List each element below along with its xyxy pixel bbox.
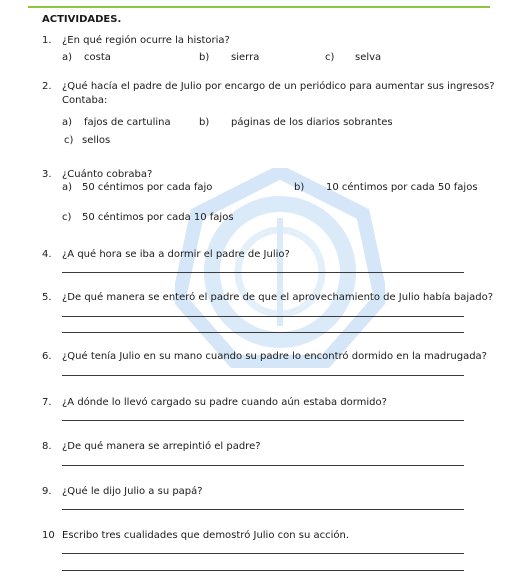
q1-option-a-letter: a) [62, 52, 73, 63]
q2-option-a-text: fajos de cartulina [84, 117, 171, 128]
q5-answer-line[interactable] [62, 316, 464, 317]
q3-number: 3. [42, 169, 52, 180]
q6-number: 6. [42, 351, 52, 362]
q8-answer-line[interactable] [62, 465, 464, 466]
q3-option-c-letter: c) [62, 212, 72, 223]
q10-text: Escribo tres cualidades que demostró Julio con su acción. [62, 530, 350, 541]
q2-option-b-text: páginas de los diarios sobrantes [231, 117, 393, 128]
q1-option-a-text: costa [84, 52, 111, 63]
q1-option-b-letter: b) [199, 52, 210, 63]
q4-text: ¿A qué hora se iba a dormir el padre de Julio? [62, 249, 290, 260]
q8-text: ¿De qué manera se arrepintió el padre? [62, 441, 261, 452]
q10-number: 10 [42, 530, 55, 541]
q3-text: ¿Cuánto cobraba? [62, 169, 153, 180]
q9-number: 9. [42, 486, 52, 497]
q2-option-a-letter: a) [62, 117, 73, 128]
q9-text: ¿Qué le dijo Julio a su papá? [62, 486, 203, 497]
shield-logo-watermark [175, 168, 385, 368]
q8-number: 8. [42, 441, 52, 452]
q7-answer-line[interactable] [62, 420, 464, 421]
q6-text: ¿Qué tenía Julio en su mano cuando su padre lo encontró dormido en la madrugada? [62, 351, 487, 362]
q2-option-c-text: sellos [82, 135, 111, 146]
q3-option-b-letter: b) [294, 182, 305, 193]
q1-text: ¿En qué región ocurre la historia? [62, 35, 230, 46]
q4-number: 4. [42, 249, 52, 260]
q3-option-a-text: 50 céntimos por cada fajo [82, 182, 213, 193]
q6-answer-line[interactable] [62, 375, 464, 376]
q10-answer-line[interactable] [62, 553, 464, 554]
top-accent-bar [28, 6, 490, 8]
q2-option-b-letter: b) [199, 117, 210, 128]
q3-option-b-text: 10 céntimos por cada 50 fajos [326, 182, 478, 193]
q2-number: 2. [42, 81, 52, 92]
q9-answer-line[interactable] [62, 509, 464, 510]
q1-option-c-letter: c) [325, 52, 335, 63]
q3-option-a-letter: a) [62, 182, 73, 193]
q7-text: ¿A dónde lo llevó cargado su padre cuando aún estaba dormido? [62, 397, 387, 408]
q1-number: 1. [42, 35, 52, 46]
q2-text-continued: Contaba: [62, 95, 108, 106]
q10-answer-line[interactable] [62, 570, 464, 571]
q5-text: ¿De qué manera se enteró el padre de que el aprovechamiento de Julio había bajado? [62, 292, 494, 303]
q1-option-b-text: sierra [231, 52, 260, 63]
q5-answer-line[interactable] [62, 332, 464, 333]
q3-option-c-text: 50 céntimos por cada 10 fajos [82, 212, 234, 223]
q2-text: ¿Qué hacía el padre de Julio por encargo de un periódico para aumentar sus ingresos? [62, 81, 495, 92]
q1-option-c-text: selva [355, 52, 382, 63]
q2-option-c-letter: c) [64, 135, 74, 146]
q4-answer-line[interactable] [62, 272, 464, 273]
q5-number: 5. [42, 292, 52, 303]
q7-number: 7. [42, 397, 52, 408]
activities-heading: ACTIVIDADES. [42, 14, 122, 25]
